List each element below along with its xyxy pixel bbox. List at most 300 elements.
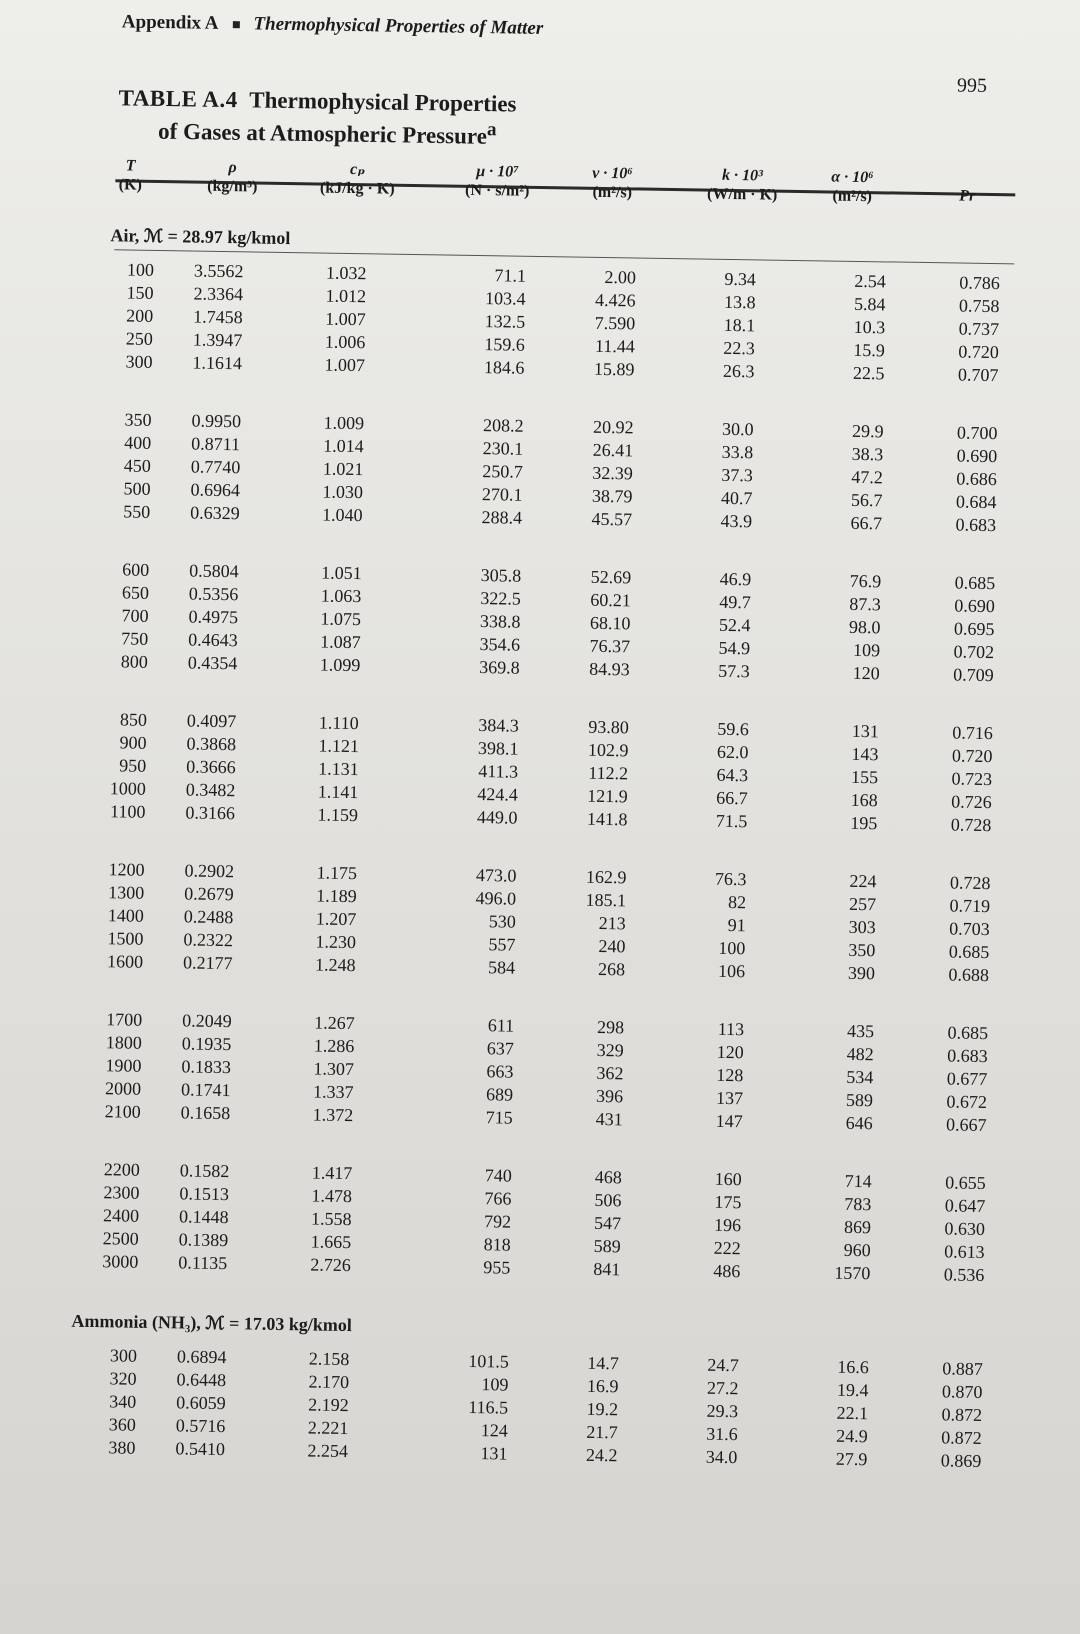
kinematic-viscosity-cell: 4.426 — [594, 289, 636, 311]
diffusivity-cell: 87.3 — [849, 593, 881, 615]
prandtl-cell: 0.726 — [951, 791, 992, 813]
column-symbol: α · 10⁶ — [831, 168, 874, 187]
prandtl-cell: 0.700 — [956, 422, 998, 444]
viscosity-cell: 766 — [484, 1188, 512, 1209]
conductivity-cell: 34.0 — [705, 1446, 738, 1468]
viscosity-cell: 689 — [485, 1084, 514, 1105]
diffusivity-cell: 143 — [851, 743, 879, 765]
t-cell: 750 — [121, 628, 149, 649]
diffusivity-cell: 76.9 — [849, 570, 882, 592]
viscosity-cell: 637 — [486, 1038, 514, 1059]
cp-cell: 1.110 — [318, 712, 359, 734]
viscosity-cell: 369.8 — [479, 657, 520, 678]
density-cell: 0.4643 — [188, 629, 238, 651]
t-cell: 2000 — [104, 1078, 142, 1099]
density-cell: 0.1513 — [179, 1183, 230, 1205]
t-cell: 250 — [125, 328, 154, 349]
cp-cell: 1.337 — [312, 1081, 354, 1103]
prandtl-cell: 0.690 — [954, 595, 995, 617]
t-cell: 1300 — [108, 882, 145, 903]
kinematic-viscosity-cell: 298 — [596, 1016, 625, 1038]
kinematic-viscosity-cell: 52.69 — [590, 566, 632, 588]
prandtl-cell: 0.613 — [944, 1241, 985, 1263]
density-cell: 0.5410 — [175, 1438, 226, 1460]
prandtl-cell: 0.728 — [950, 814, 992, 836]
prandtl-cell: 0.719 — [949, 895, 991, 917]
kinematic-viscosity-cell: 26.41 — [592, 439, 634, 461]
t-cell: 1700 — [106, 1009, 143, 1030]
cp-cell: 1.286 — [313, 1035, 355, 1057]
kinematic-viscosity-cell: 21.7 — [586, 1421, 618, 1443]
prandtl-cell: 0.685 — [947, 1022, 989, 1044]
column-symbol: k · 10³ — [721, 166, 764, 185]
viscosity-cell: 230.1 — [482, 438, 524, 459]
t-cell: 380 — [108, 1437, 136, 1458]
kinematic-viscosity-cell: 16.9 — [586, 1375, 619, 1397]
viscosity-cell: 131 — [480, 1443, 508, 1464]
kinematic-viscosity-cell: 76.37 — [589, 635, 631, 657]
conductivity-cell: 27.2 — [706, 1377, 739, 1399]
density-cell: 0.6964 — [190, 479, 241, 501]
conductivity-cell: 18.1 — [723, 314, 756, 336]
kinematic-viscosity-cell: 362 — [596, 1062, 624, 1084]
density-cell: 0.5804 — [189, 560, 239, 582]
viscosity-cell: 584 — [487, 957, 516, 978]
diffusivity-cell: 257 — [848, 893, 877, 915]
kinematic-viscosity-cell: 112.2 — [588, 762, 629, 784]
diffusivity-cell: 783 — [844, 1193, 872, 1215]
conductivity-cell: 175 — [714, 1191, 742, 1213]
prandtl-cell: 0.786 — [959, 272, 1001, 294]
cp-cell: 1.267 — [314, 1012, 355, 1034]
conductivity-cell: 49.7 — [719, 591, 751, 613]
prandtl-cell: 0.737 — [958, 318, 1000, 340]
cp-cell: 1.175 — [316, 862, 358, 884]
cp-cell: 1.665 — [310, 1231, 352, 1253]
t-cell: 360 — [108, 1414, 136, 1435]
column-symbol: μ · 10⁷ — [476, 162, 519, 181]
viscosity-cell: 818 — [483, 1234, 511, 1255]
t-cell: 100 — [126, 259, 155, 280]
diffusivity-cell: 350 — [848, 939, 876, 961]
viscosity-cell: 159.6 — [484, 334, 526, 355]
viscosity-cell: 305.8 — [480, 565, 522, 586]
kinematic-viscosity-cell: 841 — [593, 1258, 621, 1280]
cp-cell: 1.014 — [323, 435, 364, 457]
density-cell: 0.1582 — [179, 1160, 230, 1182]
density-cell: 0.6894 — [176, 1346, 227, 1368]
diffusivity-cell: 15.9 — [853, 339, 885, 361]
kinematic-viscosity-cell: 468 — [594, 1166, 622, 1188]
viscosity-cell: 71.1 — [494, 265, 527, 286]
cp-cell: 1.230 — [315, 931, 357, 953]
density-cell: 0.1389 — [178, 1229, 229, 1251]
running-head-subject: Thermophysical Properties of Matter — [253, 13, 544, 39]
page-number: 995 — [956, 74, 988, 97]
diffusivity-cell: 5.84 — [853, 293, 886, 315]
prandtl-cell: 0.667 — [945, 1114, 987, 1136]
t-cell: 850 — [119, 709, 148, 730]
kinematic-viscosity-cell: 15.89 — [593, 358, 635, 380]
column-symbol: cₚ — [349, 160, 366, 179]
density-cell: 0.2177 — [182, 952, 233, 974]
density-cell: 0.4975 — [188, 606, 239, 628]
column-header-mu — [447, 161, 548, 201]
conductivity-cell: 33.8 — [721, 441, 754, 463]
cp-cell: 2.170 — [308, 1371, 350, 1393]
prandtl-cell: 0.716 — [952, 722, 993, 744]
conductivity-cell: 9.34 — [724, 268, 757, 290]
density-cell: 0.3166 — [185, 802, 236, 824]
cp-cell: 1.006 — [324, 331, 366, 353]
section-title: Air, ℳ = 28.97 kg/kmol — [110, 225, 291, 249]
viscosity-cell: 109 — [481, 1374, 509, 1395]
prandtl-cell: 0.872 — [941, 1404, 983, 1426]
prandtl-cell: 0.723 — [951, 768, 993, 790]
kinematic-viscosity-cell: 121.9 — [587, 785, 628, 807]
t-cell: 450 — [123, 455, 152, 476]
kinematic-viscosity-cell: 14.7 — [587, 1352, 620, 1374]
column-unit: (kg/m³) — [207, 177, 258, 196]
conductivity-cell: 147 — [715, 1110, 743, 1132]
kinematic-viscosity-cell: 45.57 — [591, 508, 633, 530]
t-cell: 300 — [109, 1345, 138, 1366]
separator-square-icon — [232, 21, 239, 28]
prandtl-cell: 0.683 — [955, 514, 997, 536]
conductivity-cell: 160 — [714, 1168, 742, 1190]
diffusivity-cell: 19.4 — [836, 1379, 869, 1401]
cp-cell: 2.254 — [307, 1440, 349, 1462]
t-cell: 1800 — [105, 1032, 142, 1053]
prandtl-cell: 0.872 — [941, 1427, 982, 1449]
cp-cell: 2.726 — [310, 1254, 352, 1276]
density-cell: 0.5716 — [175, 1415, 226, 1437]
conductivity-cell: 24.7 — [707, 1354, 740, 1376]
column-header-rho — [187, 157, 278, 196]
viscosity-cell: 398.1 — [477, 738, 519, 759]
conductivity-cell: 486 — [713, 1260, 741, 1282]
density-cell: 0.2679 — [184, 883, 234, 905]
kinematic-viscosity-cell: 589 — [593, 1235, 621, 1257]
viscosity-cell: 132.5 — [484, 311, 526, 332]
section-title: Ammonia (NH₃), ℳ = 17.03 kg/kmol — [71, 1310, 352, 1336]
viscosity-cell: 449.0 — [476, 807, 518, 828]
viscosity-cell: 288.4 — [481, 507, 523, 528]
density-cell: 1.7458 — [193, 306, 243, 328]
kinematic-viscosity-cell: 60.21 — [590, 589, 632, 611]
cp-cell: 1.307 — [313, 1058, 355, 1080]
conductivity-cell: 71.5 — [715, 810, 748, 832]
conductivity-cell: 106 — [717, 960, 746, 982]
column-unit: (K) — [118, 176, 142, 194]
density-cell: 1.1614 — [192, 352, 243, 374]
density-cell: 0.4097 — [186, 710, 237, 732]
prandtl-cell: 0.887 — [942, 1358, 983, 1380]
prandtl-cell: 0.685 — [954, 572, 996, 594]
density-cell: 0.6059 — [176, 1392, 226, 1414]
diffusivity-cell: 714 — [844, 1170, 872, 1192]
conductivity-cell: 54.9 — [718, 637, 751, 659]
t-cell: 550 — [123, 501, 151, 522]
kinematic-viscosity-cell: 547 — [593, 1212, 622, 1234]
column-unit: (kJ/kg · K) — [319, 179, 395, 198]
viscosity-cell: 715 — [485, 1107, 513, 1128]
t-cell: 700 — [121, 605, 149, 626]
prandtl-cell: 0.677 — [946, 1068, 988, 1090]
viscosity-cell: 384.3 — [478, 715, 520, 736]
diffusivity-cell: 155 — [850, 766, 879, 788]
conductivity-cell: 76.3 — [714, 868, 747, 890]
t-cell: 3000 — [102, 1251, 139, 1272]
prandtl-cell: 0.720 — [958, 341, 999, 363]
diffusivity-cell: 195 — [850, 812, 878, 834]
prandtl-cell: 0.683 — [947, 1045, 988, 1067]
t-cell: 900 — [119, 732, 147, 753]
conductivity-cell: 82 — [727, 891, 747, 913]
column-unit: (N · s/m²) — [464, 181, 530, 200]
kinematic-viscosity-cell: 102.9 — [587, 739, 629, 761]
cp-cell: 1.040 — [321, 504, 363, 526]
conductivity-cell: 66.7 — [716, 787, 748, 809]
kinematic-viscosity-cell: 506 — [594, 1189, 622, 1211]
diffusivity-cell: 120 — [852, 662, 880, 684]
cp-cell: 2.221 — [307, 1417, 349, 1439]
t-cell: 150 — [126, 282, 154, 303]
density-cell: 0.1135 — [178, 1252, 228, 1274]
diffusivity-cell: 482 — [846, 1043, 874, 1065]
kinematic-viscosity-cell: 20.92 — [592, 416, 634, 438]
cp-cell: 1.007 — [324, 354, 366, 376]
kinematic-viscosity-cell: 185.1 — [585, 889, 627, 911]
running-head-label: Appendix A — [121, 11, 219, 34]
diffusivity-cell: 960 — [843, 1239, 871, 1261]
cp-cell: 1.558 — [310, 1208, 352, 1230]
conductivity-cell: 64.3 — [716, 764, 749, 786]
column-header-k — [687, 165, 798, 205]
cp-cell: 1.121 — [318, 735, 360, 757]
cp-cell: 1.417 — [311, 1162, 353, 1184]
density-cell: 0.2488 — [183, 906, 234, 928]
diffusivity-cell: 224 — [849, 870, 877, 892]
column-unit: (m²/s) — [832, 187, 873, 206]
density-cell: 0.2902 — [184, 860, 235, 882]
density-cell: 0.1448 — [178, 1206, 229, 1228]
density-cell: 0.1658 — [180, 1102, 231, 1124]
t-cell: 2400 — [102, 1205, 140, 1226]
diffusivity-cell: 22.5 — [852, 362, 885, 384]
viscosity-cell: 411.3 — [478, 761, 519, 782]
density-cell: 2.3364 — [193, 283, 244, 305]
density-cell: 0.2322 — [183, 929, 234, 951]
viscosity-cell: 496.0 — [475, 888, 517, 909]
diffusivity-cell: 131 — [851, 720, 879, 742]
column-header-alpha — [807, 167, 898, 206]
kinematic-viscosity-cell: 268 — [597, 958, 626, 980]
t-cell: 2300 — [103, 1182, 140, 1203]
viscosity-cell: 530 — [488, 911, 516, 932]
t-cell: 320 — [109, 1368, 137, 1389]
prandtl-cell: 0.720 — [951, 745, 993, 767]
prandtl-cell: 0.630 — [944, 1218, 986, 1240]
prandtl-cell: 0.690 — [956, 445, 998, 467]
cp-cell: 1.051 — [321, 562, 362, 584]
cp-cell: 1.012 — [325, 285, 367, 307]
diffusivity-cell: 109 — [852, 639, 881, 661]
cp-cell: 1.063 — [320, 585, 362, 607]
density-cell: 0.3868 — [186, 733, 237, 755]
diffusivity-cell: 47.2 — [851, 466, 883, 488]
prandtl-cell: 0.684 — [955, 491, 997, 513]
kinematic-viscosity-cell: 162.9 — [585, 866, 627, 888]
cp-cell: 1.009 — [323, 412, 365, 434]
prandtl-cell: 0.536 — [943, 1264, 985, 1286]
kinematic-viscosity-cell: 240 — [598, 935, 626, 957]
kinematic-viscosity-cell: 68.10 — [589, 612, 631, 634]
t-cell: 2100 — [104, 1101, 141, 1122]
density-cell: 0.4354 — [187, 652, 238, 674]
density-cell: 0.2049 — [182, 1010, 232, 1032]
diffusivity-cell: 22.1 — [836, 1402, 869, 1424]
density-cell: 1.3947 — [192, 329, 243, 351]
density-cell: 0.6329 — [190, 502, 240, 524]
t-cell: 2200 — [103, 1159, 140, 1180]
column-header-nu — [567, 163, 658, 202]
t-cell: 600 — [122, 559, 150, 580]
prandtl-cell: 0.647 — [944, 1195, 986, 1217]
cp-cell: 1.372 — [312, 1104, 354, 1126]
cp-cell: 1.141 — [317, 781, 359, 803]
viscosity-cell: 124 — [480, 1420, 508, 1441]
kinematic-viscosity-cell: 19.2 — [586, 1398, 619, 1420]
prandtl-cell: 0.695 — [953, 618, 995, 640]
column-symbol: T — [125, 157, 136, 175]
density-cell: 0.3482 — [185, 779, 236, 801]
density-cell: 0.6448 — [176, 1369, 227, 1391]
column-symbol: ν · 10⁶ — [592, 164, 634, 183]
viscosity-cell: 101.5 — [468, 1350, 510, 1372]
diffusivity-cell: 10.3 — [853, 316, 886, 338]
prandtl-cell: 0.655 — [945, 1172, 986, 1194]
kinematic-viscosity-cell: 24.2 — [585, 1444, 618, 1466]
diffusivity-cell: 56.7 — [850, 489, 883, 511]
prandtl-cell: 0.728 — [949, 872, 991, 894]
conductivity-cell: 40.7 — [720, 487, 753, 509]
conductivity-cell: 137 — [715, 1087, 744, 1109]
prandtl-cell: 0.758 — [958, 295, 1000, 317]
conductivity-cell: 22.3 — [723, 337, 755, 359]
prandtl-cell: 0.869 — [940, 1450, 982, 1472]
viscosity-cell: 270.1 — [481, 484, 523, 505]
cp-cell: 1.075 — [320, 608, 362, 630]
column-header-cp — [307, 159, 408, 199]
conductivity-cell: 222 — [713, 1237, 741, 1259]
conductivity-cell: 62.0 — [716, 741, 749, 763]
kinematic-viscosity-cell: 11.44 — [594, 335, 635, 357]
conductivity-cell: 37.3 — [721, 464, 753, 486]
t-cell: 650 — [121, 582, 150, 603]
diffusivity-cell: 98.0 — [848, 616, 881, 638]
diffusivity-cell: 2.54 — [854, 270, 887, 292]
conductivity-cell: 120 — [716, 1041, 744, 1063]
cp-cell: 1.032 — [325, 262, 367, 284]
cp-cell: 2.192 — [308, 1394, 349, 1416]
density-cell: 0.9950 — [191, 410, 242, 432]
diffusivity-cell: 303 — [848, 916, 876, 938]
viscosity-cell: 473.0 — [475, 865, 517, 886]
cp-cell: 1.087 — [320, 631, 361, 653]
t-cell: 1500 — [107, 928, 144, 949]
viscosity-cell: 338.8 — [479, 611, 521, 632]
cp-cell: 1.207 — [315, 908, 357, 930]
prandtl-cell: 0.685 — [948, 941, 990, 963]
column-unit: (m²/s) — [592, 183, 633, 202]
prandtl-cell: 0.686 — [956, 468, 997, 490]
kinematic-viscosity-cell: 213 — [598, 912, 626, 934]
viscosity-cell: 955 — [483, 1257, 511, 1278]
table-title — [118, 85, 517, 150]
diffusivity-cell: 869 — [843, 1216, 872, 1238]
diffusivity-cell: 168 — [850, 789, 878, 811]
cp-cell: 1.007 — [325, 308, 366, 330]
diffusivity-cell: 29.9 — [851, 420, 884, 442]
prandtl-cell: 0.672 — [946, 1091, 988, 1113]
conductivity-cell: 52.4 — [718, 614, 751, 636]
cp-cell: 1.030 — [322, 481, 364, 503]
column-header-pr — [937, 186, 997, 206]
cp-cell: 1.189 — [316, 885, 357, 907]
t-cell: 1000 — [109, 778, 146, 799]
density-cell: 0.1741 — [180, 1079, 231, 1101]
kinematic-viscosity-cell: 2.00 — [604, 266, 637, 288]
conductivity-cell: 113 — [717, 1018, 745, 1040]
prandtl-cell: 0.709 — [953, 664, 994, 686]
diffusivity-cell: 589 — [845, 1089, 874, 1111]
conductivity-cell: 30.0 — [721, 418, 754, 440]
viscosity-cell: 663 — [486, 1061, 514, 1082]
t-cell: 1100 — [109, 801, 146, 822]
viscosity-cell: 116.5 — [468, 1396, 509, 1418]
kinematic-viscosity-cell: 329 — [596, 1039, 624, 1061]
prandtl-cell: 0.703 — [949, 918, 990, 940]
viscosity-cell: 792 — [483, 1211, 512, 1232]
diffusivity-cell: 646 — [845, 1112, 873, 1134]
kinematic-viscosity-cell: 38.79 — [591, 485, 633, 507]
conductivity-cell: 31.6 — [706, 1423, 738, 1445]
t-cell: 1900 — [105, 1055, 142, 1076]
table-title-line1: Thermophysical Properties — [249, 87, 517, 117]
diffusivity-cell: 1570 — [834, 1262, 871, 1284]
density-cell: 3.5562 — [193, 260, 244, 282]
kinematic-viscosity-cell: 32.39 — [592, 462, 633, 484]
conductivity-cell: 57.3 — [718, 660, 750, 682]
running-head — [122, 11, 544, 40]
kinematic-viscosity-cell: 431 — [595, 1108, 623, 1130]
t-cell: 300 — [125, 351, 153, 372]
viscosity-cell: 184.6 — [483, 357, 525, 378]
density-cell: 0.3666 — [186, 756, 236, 778]
conductivity-cell: 59.6 — [717, 718, 749, 740]
conductivity-cell: 46.9 — [719, 568, 752, 590]
cp-cell: 1.478 — [311, 1185, 353, 1207]
t-cell: 1600 — [106, 951, 144, 972]
column-symbol: ρ — [228, 159, 237, 177]
conductivity-cell: 196 — [713, 1214, 742, 1236]
t-cell: 2500 — [102, 1228, 139, 1249]
diffusivity-cell: 390 — [847, 962, 876, 984]
conductivity-cell: 43.9 — [720, 510, 753, 532]
table-title-footnote-mark: a — [486, 119, 497, 141]
t-cell: 200 — [126, 305, 154, 326]
